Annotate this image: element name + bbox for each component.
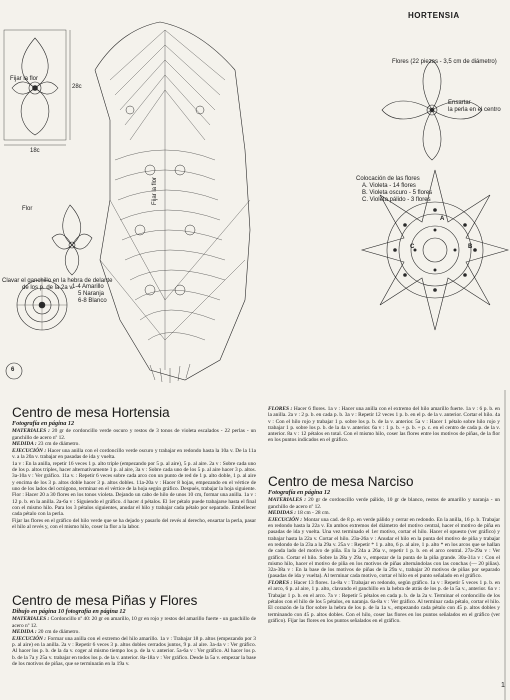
- label-fijar-flor: Fijar la flor: [10, 76, 39, 82]
- title-pinas: Centro de mesa Piñas y Flores: [12, 593, 198, 608]
- hortensia-fijar: Fijar las flores en el gráfico del hilo verde que se ha dejado y pasarlo del revés al derecho, ensartar la perla, pasar el hilo al revés y, con el mismo hilo, coser la flor a la labor.: [12, 517, 256, 531]
- label-colocacion-2: A. Violeta - 14 flores: [362, 183, 416, 189]
- label-dim-right: 28c: [72, 84, 82, 90]
- hortensia-ejecucion: EJECUCIÓN : Hacer una anilla con el cordoncillo verde oscuro y trabajar en redondo hasta la 10a v. De la 11a v. a la 20a v. trabajar en pasadas de ida y vuelta.: [12, 447, 256, 461]
- flower-chart-topleft: [4, 30, 70, 145]
- label-fijar-flor-2: Fijar la flor: [152, 176, 158, 205]
- article-flores-continued: [268, 406, 500, 444]
- title-hortensia: Centro de mesa Hortensia: [12, 405, 170, 420]
- pinas-ejecucion: EJECUCIÓN : Formar una anilla con el extremo del hilo amarillo. 1a v : Trabajar 18 p. altos (empezando por 3 p. al aire) en la anilla. 2a v : Repetir 6 veces 3 p. altos dobles cerrados juntos, 9 p. al aire. 3a-4a v : Ver gráfico. Al hacer los p. b. de la 4a v. coger al mismo tiempo los p. de la v. anterior. 5a-6a v : Ver gráfico. Al hacer los p. b. de la 7a y 25a v. trabajar en todos los p. de la v. anterior. 8a-18a v : Ver gráfico. Desde la 5a v. empezar la base de los motivos de piñas, que se terminarán en la 19a v.: [12, 635, 256, 667]
- article-narciso: [268, 474, 500, 624]
- label-ensartar-2: la perla en el centro: [448, 107, 501, 113]
- pinas-materiales: MATERIALES : Cordoncillo nº 40: 20 gr en amarillo, 10 gr en rojo y restos del amarillo fuerte - un ganchillo de acero nº 12.: [12, 616, 256, 629]
- subtitle-hortensia: Fotografía en página 12: [12, 420, 75, 427]
- label-ensartar-1: Ensartar: [448, 100, 471, 106]
- article-pinas: [12, 593, 256, 668]
- title-narciso: Centro de mesa Narciso: [268, 474, 414, 489]
- hortensia-vueltas: 1a v : En la anilla, repetir 16 veces 1 p. alto triple (empezando por 5 p. al aire), 5 p. al aire. 2a v : Sobre cada uno de los p. altos triples, hacer alternativamente 1 p. al aire, 3a v : Sobre cada uno de los 5 p. al aire hacer 3 p. altos. 3a-10a v : Ver gráfico. 11a v. : Repetir 6 veces sobre cada arco con un punto de red de 1 p. alto doble, 1 p. al aire y encima de los 3 p. altos doble hacer 3 p. altos dobles. 11a-20a v : Hacer 8 hojas, empezando en el vértice de uno de los lados del octógono, terminar en el vértice de la hoja según gráfico. Después, trabajar la hoja siguiente.: [12, 460, 256, 492]
- label-letter-c: C: [410, 244, 415, 250]
- diagram-badge: 6: [11, 367, 15, 373]
- narciso-ejecucion: EJECUCIÓN : Montar una cad. de 8 p. en verde pálido y cerrar en redondo. En la anilla, 16 p. b. Trabajar en redondo hasta la 22a v. En ambos extremos del diámetro del motivo central, hacer el motivo de piña en pasadas de ida y vuelta. Una vez terminado el 1er motivo, cortar el hilo. Hacer el opuesto (ver gráfico) y trabajar hasta la 22a v. Cortar el hilo. 23a-26a v : Anudar el hilo en la punta del motivo de piña y trabajar en redondo de la 23a a la 29a v. 25a v : Repetir * 1 p. alto, 6 p. al aire, 1 p. alto * en los arcos que se hallan de cada lado del motivo de piña. En la 24a a 26a v., repetir 1 p. b. en el arco central. 27a-29a v : Ver gráfico. Cortar el hilo. Sobre la 28a y 29a v., empezar de la punta de la piña grande. 30a-31a v : Con el mismo hilo, hacer el motivo de piña en los motivos de piñas alternándolas con las conchas (— 20 piñas). 32a-38a v : En la base de los motivos de piñas de la 29a v., trabajar 20 motivos de piñas por separado (pasadas de ida y vuelta). Al terminar cada motivo, cortar el hilo en el punto señalado en el gráfico.: [268, 516, 500, 580]
- flores-continued-text: FLORES : Hacer 6 flores. 1a v : Hacer una anilla con el extremo del hilo amarillo fuerte. 1a v : 6 p. b. en la anilla. 2a v : 2 p. b. en cada p. b. 3a v : Repetir 12 veces 1 p. b. en el p. de la v. anterior. Cortar el hilo. 4a v : Con el hilo rojo y trabajar 1 p. sobre los p. b. de la v. anterior. 5a v : Hacer 1 pétalo sobre hilo rojo y trabajar 1 p. sobre los p. b. de la 4a v. anterior. 6a v : 1 p. b. + p. b. + p. c. en el centro de cada p. de la v. anterior. 8a v : 12 pétalos en total. Con el mismo hilo, coser las flores entre los motivos de piñas, de la flor en los puntos indicados en el gráfico.: [268, 406, 500, 444]
- label-letter-a: A: [440, 216, 445, 222]
- legend-item-2: 5 Naranja: [78, 291, 105, 297]
- page-number: 1: [501, 682, 505, 689]
- hortensia-medida: MEDIDA : 23 cm de diámetro.: [12, 441, 80, 448]
- legend-item-3: 6-8 Blanco: [78, 298, 107, 304]
- pinas-medida: MEDIDA : 20 cm de diámetro.: [12, 629, 80, 636]
- label-colocacion-1: Colocación de las flores: [356, 176, 420, 182]
- label-flores-note: Flores (22 piezas - 3,5 cm de diámetro): [392, 59, 497, 65]
- label-colocacion-3: B. Violeta oscuro - 5 flores: [362, 190, 433, 196]
- hortensia-flor: Flor : Hacer 20 a 30 flores en los tonos violeta. Dejando un cabo de hilo de unos 10 cm, formar una anilla. 1a v : 12 p. b. en la anilla. 2a-6a v : Siguiendo el gráfico. 4 hacer 4 pétalos. El 1er pétalo puede trabajarse hasta el final con el mismo hilo. Para los 3 pétalos siguientes, anudar el hilo y trabajar cada pétalo por separado. Embellecer cada pétalo con la perla.: [12, 492, 256, 518]
- label-colocacion-4: C. Violeta pálido - 3 flores: [362, 197, 431, 203]
- subtitle-narciso: Fotografía en página 12: [268, 489, 331, 496]
- label-dim-bottom: 18c: [30, 148, 40, 154]
- legend-item-1: 1-4 Amarillo: [72, 284, 104, 290]
- narciso-materiales: MATERIALES : 20 gr de cordoncillo verde pálido, 10 gr de blanco, restos de amarillo y naranja - un ganchillo de acero nº 12.: [268, 497, 500, 510]
- narciso-flores: FLORES : Hacer 13 flores. 1a-8a v : Trabajar en redondo, según gráfico. 1a v : Repetir 5 veces 1 p. b. en el arco, 6 p. al aire, 1 p. alto, clavando el ganchillo en la hebra de atrás de los p. de la 5a v., anterior. 6a v : Trabajar 1 p. b. en el arco. 7a v : Repetir 5 pétalos en cada p. b. de la 2a v. Terminar el cordoncillo de los pétalos con el hilo de los 5 pétalos, en naranja. 6a-8a v : Ver gráfico. Al terminar cada pétalo, cortar el hilo. El corazón de la flor sobre la hebra de los p. de la 1a v., empezando cada pétalo con 45 p. altos dobles y terminando con 45 p. altos dobles. Con el hilo, coser las flores en los puntos señalados en el gráfico (ver gráfico). Fijar las flores en los puntos señalados en el gráfico.: [268, 580, 500, 624]
- hortensia-materiales: MATERIALES : 20 gr de cordoncillo verde oscuro y restos de 3 tonos de violeta escalados - 22 perlas - un ganchillo de acero nº 12.: [12, 428, 256, 441]
- label-letter-b: B: [468, 244, 473, 250]
- doily-chart-hortensia: [95, 22, 250, 383]
- page-header-title: HORTENSIA: [408, 11, 460, 20]
- label-clavar-2: de los p. de la 2a v.: [22, 285, 74, 291]
- label-clavar-1: Clavar el ganchillo en la hebra de delante: [2, 278, 113, 284]
- label-flor: Flor: [22, 206, 33, 212]
- article-hortensia: [12, 405, 256, 531]
- narciso-medidas: MEDIDAS : 18 cm - 28 cm.: [268, 510, 330, 517]
- flower-petal-chart: [52, 205, 92, 275]
- subtitle-pinas: Dibujo en página 10 fotografía en página 12: [12, 608, 126, 615]
